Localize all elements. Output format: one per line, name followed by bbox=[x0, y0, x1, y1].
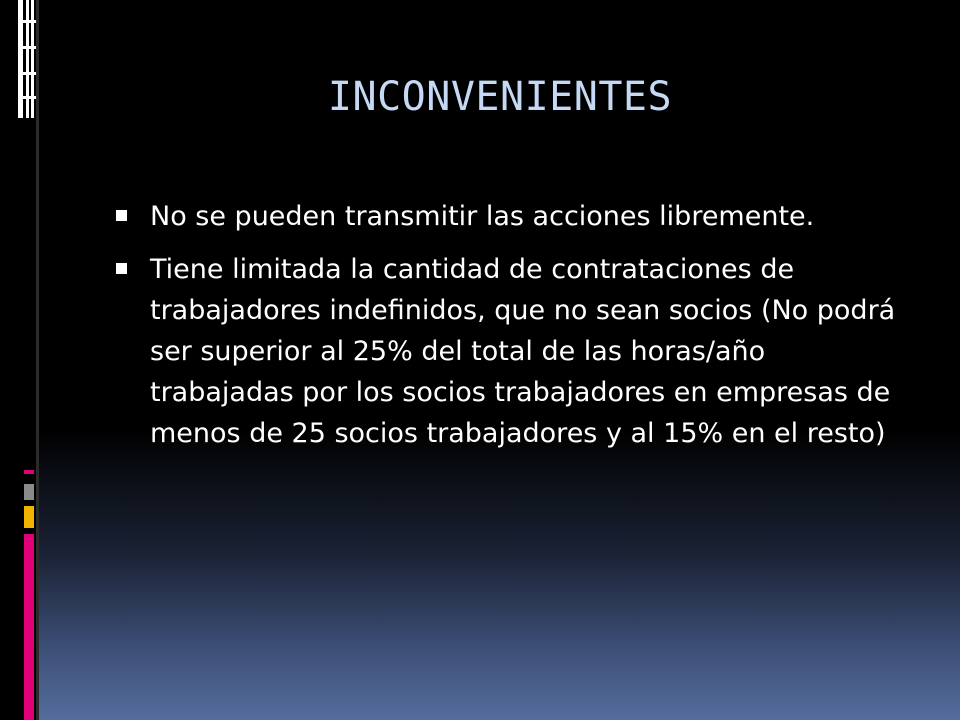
decor-bar-magenta bbox=[24, 534, 34, 720]
decor-bar-white bbox=[18, 46, 36, 49]
decor-bar-white bbox=[18, 20, 36, 23]
decor-bar-white bbox=[26, 0, 29, 118]
vertical-accent-line bbox=[36, 0, 39, 720]
decor-bar-magenta bbox=[24, 470, 34, 474]
decor-bar-gray bbox=[24, 484, 34, 500]
bullet-text: No se pueden transmitir las acciones libremente. bbox=[150, 201, 815, 232]
square-bullet-icon bbox=[116, 210, 127, 221]
bullet-text: Tiene limitada la cantidad de contrataciones de trabajadores indefinidos, que no sean socios (No podrá ser superior al 25% del total de las horas/año trabajadas por los socios trabajadores en empresas de menos de 25 socios trabajadores y al 15% en el resto) bbox=[150, 254, 896, 449]
decor-bar-yellow bbox=[24, 506, 34, 528]
bullet-list bbox=[112, 196, 902, 466]
decor-bar-white bbox=[31, 0, 34, 118]
square-bullet-icon bbox=[116, 263, 127, 274]
decor-bar-white bbox=[18, 0, 23, 118]
bullet-item bbox=[112, 249, 902, 454]
slide-title: INCONVENIENTES bbox=[327, 74, 673, 120]
bullet-item bbox=[112, 196, 902, 237]
decor-bar-white bbox=[18, 72, 36, 75]
decor-bar-white bbox=[18, 96, 36, 99]
